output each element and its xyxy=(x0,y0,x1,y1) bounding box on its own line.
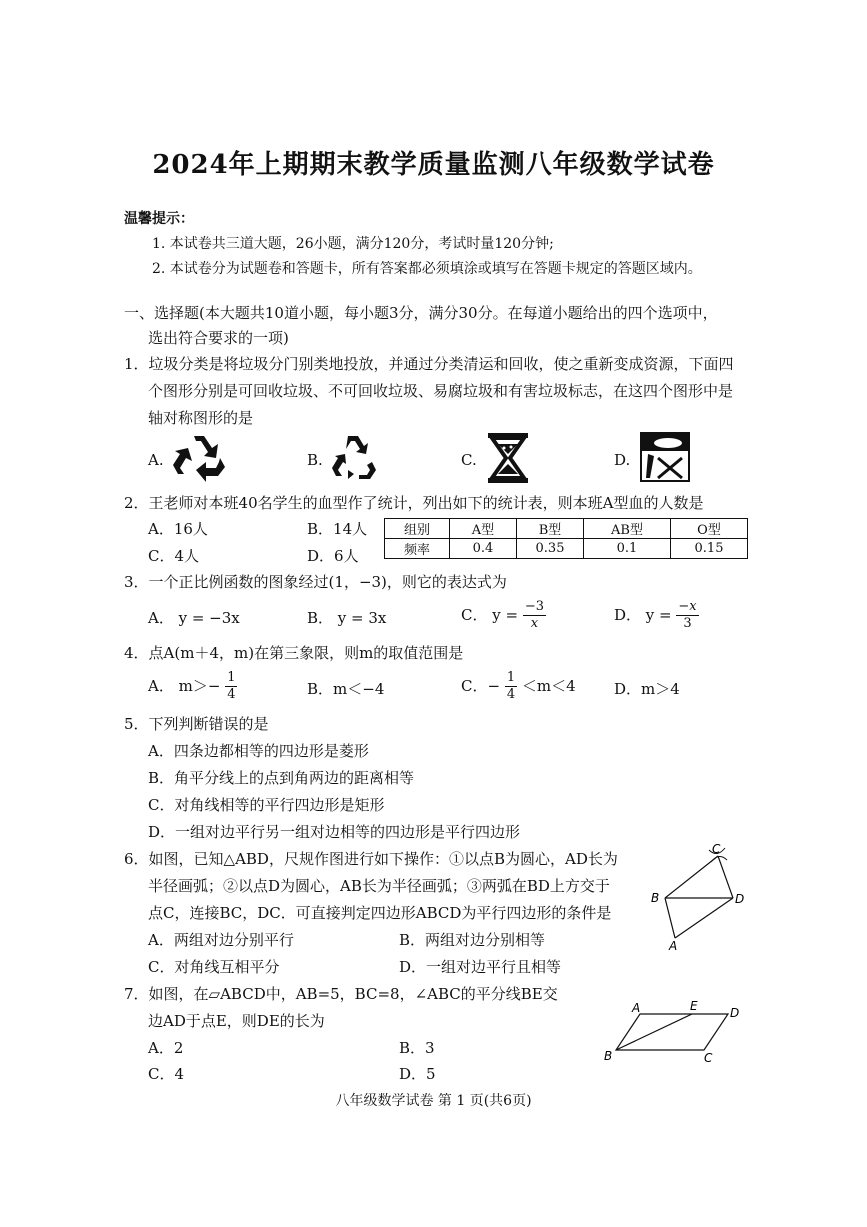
q1-option-c-label: C. xyxy=(461,451,477,469)
fraction-numerator: −3 xyxy=(523,599,546,616)
hazardous-waste-icon xyxy=(640,432,690,482)
q1-option-d-label: D. xyxy=(614,451,631,469)
q5-stem: 5．下列判断错误的是 xyxy=(124,715,269,733)
table-cell: 0.4 xyxy=(450,539,517,559)
q4-option-c-prefix: C．− xyxy=(461,676,501,695)
section1-heading: 一、选择题(本大题共10道小题，每小题3分，满分30分。在每道小题给出的四个选项中， xyxy=(124,304,718,322)
q4-option-a-fraction xyxy=(225,670,237,704)
q4-option-c-fraction xyxy=(505,670,517,704)
q4-option-b: B．m＜−4 xyxy=(307,680,385,698)
q2-stem: 2．王老师对本班40名学生的血型作了统计，列出如下的统计表，则本班A型血的人数是 xyxy=(124,494,704,512)
q4-option-a xyxy=(148,670,237,704)
q2-option-d: D．6人 xyxy=(307,547,359,565)
table-cell: 组别 xyxy=(385,519,450,539)
tips-heading: 温馨提示： xyxy=(124,211,194,227)
q4-option-d: D．m＞4 xyxy=(614,680,680,698)
q6-stem-line2: 半径画弧；②以点D为圆心，AB长为半径画弧；③两弧在BD上方交于 xyxy=(148,877,610,895)
table-cell: 0.1 xyxy=(584,539,671,559)
label-b: B xyxy=(604,1049,613,1063)
q5-option-d: D．一组对边平行另一组对边相等的四边形是平行四边形 xyxy=(148,823,521,841)
recycle-icon xyxy=(172,432,226,484)
q7-figure xyxy=(598,998,748,1066)
q3-option-d xyxy=(614,599,699,633)
label-a: A xyxy=(632,1001,641,1015)
q6-option-b: B．两组对边分别相等 xyxy=(399,931,546,949)
q1-stem-line2: 个图形分别是可回收垃圾、不可回收垃圾、易腐垃圾和有害垃圾标志，在这四个图形中是 xyxy=(148,382,734,400)
q7-stem-line2: 边AD于点E，则DE的长为 xyxy=(148,1012,325,1030)
q6-option-a: A．两组对边分别平行 xyxy=(148,931,294,949)
label-d: D xyxy=(735,892,745,906)
q2-option-a: A．16人 xyxy=(148,520,208,538)
q1-option-b-label: B. xyxy=(307,451,323,469)
q1-stem-line1: 1．垃圾分类是将垃圾分门别类地投放，并通过分类清运和回收，使之重新变成资源，下面四 xyxy=(124,355,734,373)
q6-stem-line3: 点C，连接BC，DC．可直接判定四边形ABCD为平行四边形的条件是 xyxy=(148,904,612,922)
q4-option-c-suffix: ＜m＜4 xyxy=(521,676,576,695)
hourglass-icon xyxy=(486,432,530,484)
section1-heading-cont: 选出符合要求的一项) xyxy=(148,329,289,347)
q4-stem: 4．点A(m＋4，m)在第三象限，则m的取值范围是 xyxy=(124,644,464,662)
q1-stem-line3: 轴对称图形的是 xyxy=(148,409,254,427)
q7-option-d: D．5 xyxy=(399,1065,436,1083)
q7-option-c: C．4 xyxy=(148,1065,185,1083)
fraction-denominator: 4 xyxy=(506,687,516,703)
table-cell: A型 xyxy=(450,519,517,539)
q4-option-a-prefix: A． m＞− xyxy=(148,676,221,695)
fraction-denominator: 3 xyxy=(683,616,692,632)
q1-option-a-label: A. xyxy=(148,451,164,469)
q7-stem-line1: 7．如图，在▱ABCD中，AB=5，BC=8，∠ABC的平分线BE交 xyxy=(124,985,558,1003)
fraction-numerator: 1 xyxy=(505,670,517,687)
label-e: E xyxy=(690,999,698,1013)
fraction-denominator: x xyxy=(530,616,539,632)
label-c: C xyxy=(712,842,721,856)
fraction-numerator: 1 xyxy=(225,670,237,687)
label-a: A xyxy=(669,939,678,952)
fraction-numerator: −x xyxy=(676,599,698,616)
tip-item-2: 2. 本试卷分为试题卷和答题卡，所有答案都必须填涂或填写在答题卡规定的答题区域内。 xyxy=(152,261,702,277)
q2-option-b: B．14人 xyxy=(307,520,368,538)
page-footer: 八年级数学试卷 第 1 页(共6页) xyxy=(335,1093,532,1109)
q3-option-c xyxy=(461,599,546,633)
q3-option-d-fraction xyxy=(676,599,698,633)
table-cell: 频率 xyxy=(385,539,450,559)
table-cell: AB型 xyxy=(584,519,671,539)
q3-option-b: B． y = 3x xyxy=(307,609,387,627)
q3-stem: 3．一个正比例函数的图象经过(1，−3)，则它的表达式为 xyxy=(124,573,507,591)
q5-option-c: C．对角线相等的平行四边形是矩形 xyxy=(148,796,385,814)
q3-option-a: A． y = −3x xyxy=(148,609,240,627)
q6-figure xyxy=(645,842,750,952)
q7-option-a: A．2 xyxy=(148,1039,184,1057)
q7-option-b: B．3 xyxy=(399,1039,435,1057)
q6-stem-line1: 6．如图，已知△ABD，尺规作图进行如下操作：①以点B为圆心，AD长为 xyxy=(124,850,618,868)
label-c: C xyxy=(704,1051,713,1065)
label-d: D xyxy=(730,1006,740,1020)
q5-option-a: A．四条边都相等的四边形是菱形 xyxy=(148,742,369,760)
q6-option-d: D．一组对边平行且相等 xyxy=(399,958,562,976)
q3-option-c-prefix: C． y = xyxy=(461,605,519,624)
table-cell: O型 xyxy=(671,519,748,539)
table-row xyxy=(385,539,748,559)
blood-type-table xyxy=(384,518,748,559)
q4-option-c xyxy=(461,670,576,704)
table-cell: 0.35 xyxy=(517,539,584,559)
q3-option-c-fraction xyxy=(523,599,546,633)
non-recyclable-icon xyxy=(328,432,380,484)
fraction-denominator: 4 xyxy=(227,687,236,703)
q3-option-d-prefix: D． y = xyxy=(614,605,672,624)
q2-option-c: C．4人 xyxy=(148,547,200,565)
q5-option-b: B．角平分线上的点到角两边的距离相等 xyxy=(148,769,415,787)
table-cell: 0.15 xyxy=(671,539,748,559)
table-header-row xyxy=(385,519,748,539)
table-cell: B型 xyxy=(517,519,584,539)
q6-option-c: C．对角线互相平分 xyxy=(148,958,280,976)
tip-item-1: 1. 本试卷共三道大题，26小题，满分120分，考试时量120分钟; xyxy=(152,236,554,252)
label-b: B xyxy=(651,891,660,905)
page-title: 2024年上期期末教学质量监测八年级数学试卷 xyxy=(152,150,715,180)
